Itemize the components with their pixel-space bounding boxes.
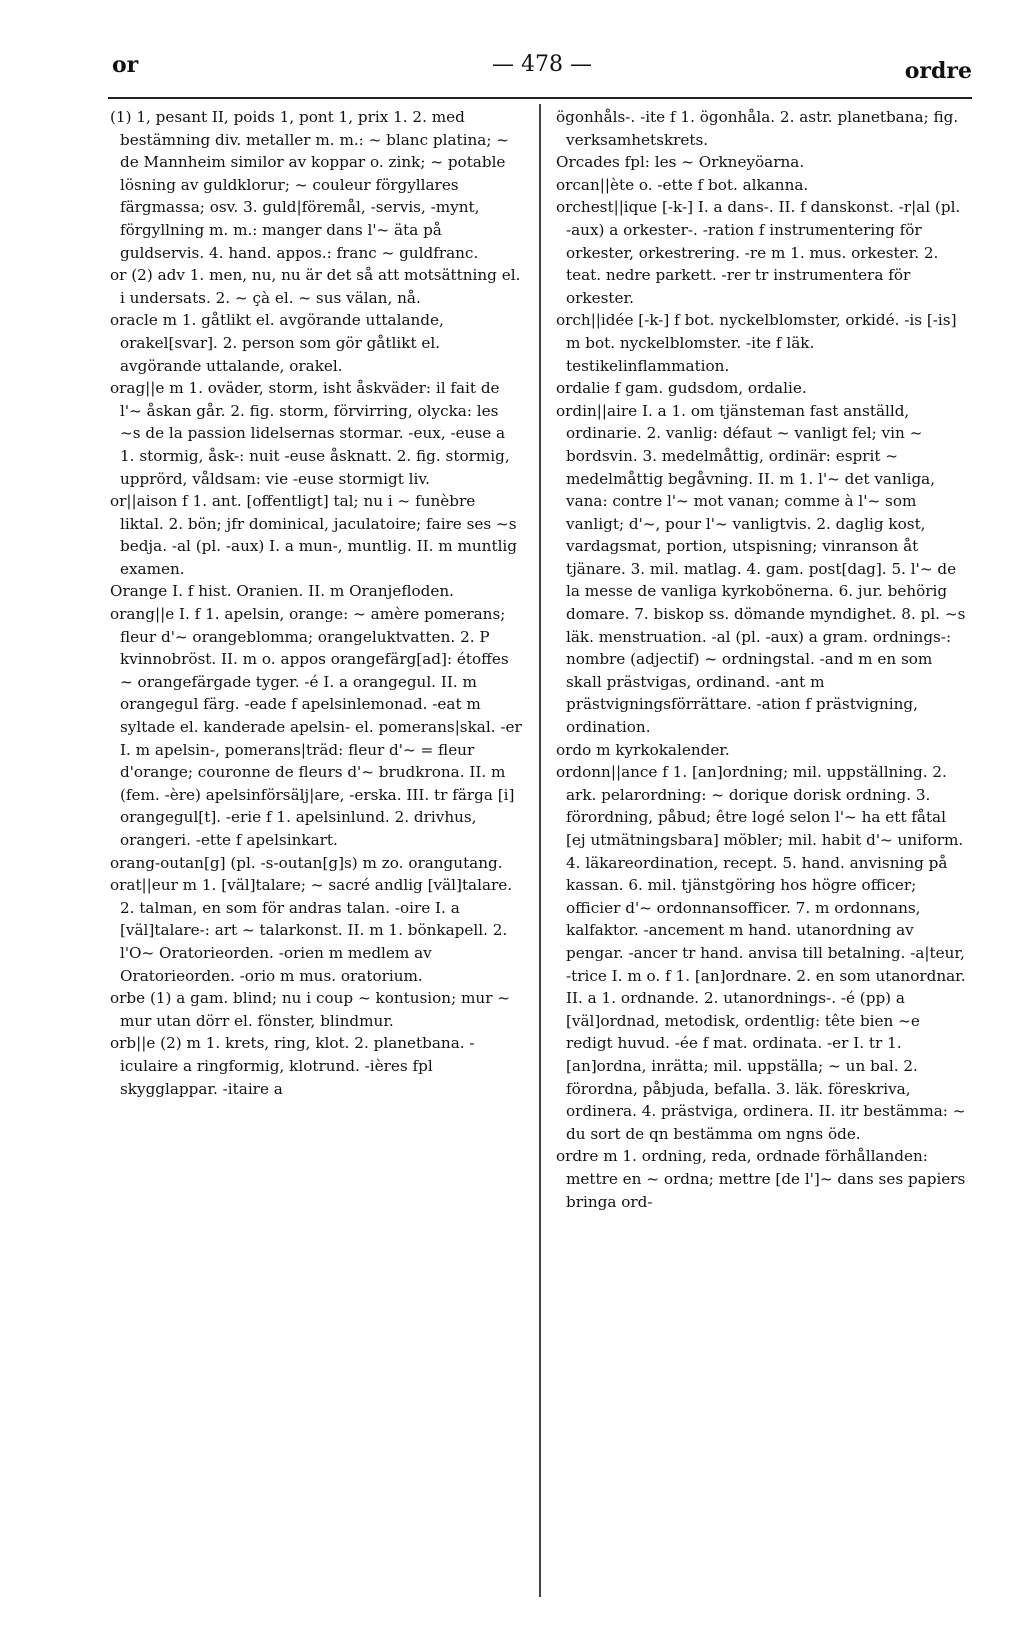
entry: ordalie f gam. gudsdom, ordalie. <box>556 379 807 398</box>
page-number: — 478 — <box>492 52 592 77</box>
entry: ordo m kyrkokalender. <box>556 740 730 759</box>
running-head <box>112 52 972 92</box>
right-column <box>556 106 968 1213</box>
entry: or (2) adv 1. men, nu, nu är det så att motsättning el. i undersats. 2. ~ çà el. ~ sus välan, nå. <box>110 266 521 307</box>
entry: orb||e (2) m 1. krets, ring, klot. 2. planetbana. -iculaire a ringformig, klotrund. -ières fpl skygglappar. -itaire a <box>110 1034 475 1098</box>
entry: ordonn||ance f 1. [an]ordning; mil. uppställning. 2. ark. pelarordning: ~ dorique dorisk ordning. 3. förordning, påbud; être logé selon l'~ ha ett fåtal [ej utmätningsbara] möbler; mil. habit d'~ uniform. 4. läkareordination, recept. 5. hand. anvisning på kassan. 6. mil. tjänstgöring hos högre officer; officier d'~ ordonnansofficer. 7. m ordonnans, kalfaktor. -ancement m hand. utanordning av pengar. -ancer tr hand. anvisa till betalning. -a|teur, -trice I. m o. f 1. [an]ordnare. 2. en som utanordnar. II. a 1. ordnande. 2. utanordnings-. -é (pp) a [väl]ordnad, metodisk, ordentlig: tête bien ~e redigt huvud. -ée f mat. ordinata. -er I. tr 1. [an]ordna, inrätta; mil. uppställa; ~ un bal. 2. förordna, påbjuda, befalla. 3. läk. föreskriva, ordinera. 4. prästviga, ordinera. II. itr bestämma: ~ du sort de qn bestämma om ngns öde. <box>556 763 966 1143</box>
entry: orang||e I. f 1. apelsin, orange: ~ amère pomerans; fleur d'~ orangeblomma; orangeluktvatten. 2. P kvinnobröst. II. m o. appos orangefärg[ad]: étoffes ~ orangefärgade tyger. -é I. a orangegul. II. m orangegul färg. -eade f apelsinlemonad. -eat m syltade el. kanderade apelsin- el. pomerans|skal. -er I. m apelsin-, pomerans|träd: fleur d'~ = fleur d'orange; couronne de fleurs d'~ brudkrona. II. m (fem. -ère) apelsinförsälj|are, -erska. III. tr färga [i] orangegul[t]. -erie f 1. apelsinlund. 2. drivhus, orangeri. -ette f apelsinkart. <box>110 605 522 849</box>
header-rule <box>108 97 972 99</box>
left-column <box>110 106 522 1100</box>
entry: or||aison f 1. ant. [offentligt] tal; nu i ~ funèbre liktal. 2. bön; jfr dominical, jaculatoire; faire ses ~s bedja. -al (pl. -aux) I. a mun-, muntlig. II. m muntlig examen. <box>110 492 518 578</box>
entry: orcan||ète o. -ette f bot. alkanna. <box>556 175 809 194</box>
entry: ordre m 1. ordning, reda, ordnade förhållanden: mettre en ~ ordna; mettre [de l']~ dans ses papiers bringa ord- <box>556 1147 966 1211</box>
entry: (1) 1, pesant II, poids 1, pont 1, prix 1. 2. med bestämning div. metaller m. m.: ~ blanc platina; ~ de Mannheim similor av koppar o. zink; ~ potable lösning av guldklorur; ~ couleur förgyllares färgmassa; osv. 3. guld|föremål, -servis, -mynt, förgyllning m. m.: manger dans l'~ äta på guldservis. 4. hand. appos.: franc ~ guldfranc. <box>110 108 510 262</box>
column-divider <box>539 104 541 1597</box>
entry: orat||eur m 1. [väl]talare; ~ sacré andlig [väl]talare. 2. talman, en som för andras talan. -oire I. a [väl]talare-: art ~ talarkonst. II. m 1. bönkapell. 2. l'O~ Oratorieorden. -orien m medlem av Oratorieorden. -orio m mus. oratorium. <box>110 876 513 985</box>
header-left-word: or <box>112 52 139 78</box>
entry: Orcades fpl: les ~ Orkneyöarna. <box>556 153 805 172</box>
entry: orag||e m 1. oväder, storm, isht åskväder: il fait de l'~ åskan går. 2. fig. storm, förvirring, olycka: les ~s de la passion lidelsernas stormar. -eux, -euse a 1. stormig, åsk-: nuit -euse åsknatt. 2. fig. stormig, upprörd, våldsam: vie -euse stormigt liv. <box>110 379 510 488</box>
entry: orchest||ique [-k-] I. a dans-. II. f danskonst. -r|al (pl. -aux) a orkester-. -ration f instrumentering för orkester, orkestrering. -re m 1. mus. orkester. 2. teat. nedre parkett. -rer tr instrumentera för orkester. <box>556 198 961 307</box>
entry: ordin||aire I. a 1. om tjänsteman fast anställd, ordinarie. 2. vanlig: défaut ~ vanligt fel; vin ~ bordsvin. 3. medelmåttig, ordinär: esprit ~ medelmåttig begåvning. II. m 1. l'~ det vanliga, vana: contre l'~ mot vanan; comme à l'~ som vanligt; d'~, pour l'~ vanligtvis. 2. daglig kost, vardagsmat, portion, utspisning; vinranson åt tjänare. 3. mil. matlag. 4. gam. post[dag]. 5. l'~ de la messe de vanliga kyrkobönerna. 6. jur. behörig domare. 7. biskop ss. dömande myndighet. 8. pl. ~s läk. menstruation. -al (pl. -aux) a gram. ordnings-: nombre (adjectif) ~ ordningstal. -and m en som skall prästvigas, ordinand. -ant m prästvigningsförrättare. -ation f prästvigning, ordination. <box>556 401 966 737</box>
entry: ögonhåls-. -ite f 1. ögonhåla. 2. astr. planetbana; fig. verksamhetskrets. <box>556 108 959 149</box>
entry: Orange I. f hist. Oranien. II. m Oranjefloden. <box>110 582 454 601</box>
entry: orch||idée [-k-] f bot. nyckelblomster, orkidé. -is [-is] m bot. nyckelblomster. -ite f läk. testikelinflammation. <box>556 311 957 375</box>
entry: orang-outan[g] (pl. -s-outan[g]s) m zo. orangutang. <box>110 853 503 872</box>
entry: oracle m 1. gåtlikt el. avgörande uttalande, orakel[svar]. 2. person som gör gåtlikt el. avgörande uttalande, orakel. <box>110 311 444 375</box>
header-right-word: ordre <box>904 58 972 84</box>
entry: orbe (1) a gam. blind; nu i coup ~ kontusion; mur ~ mur utan dörr el. fönster, blindmur. <box>110 989 511 1030</box>
